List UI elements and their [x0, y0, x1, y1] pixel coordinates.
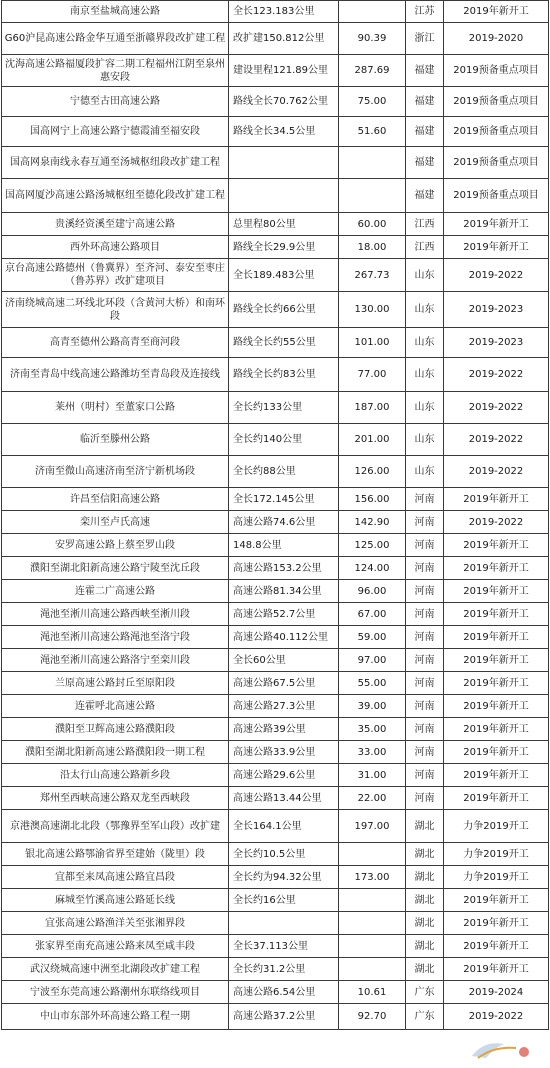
investment-cell: 126.00 — [339, 456, 406, 488]
table-row — [2, 741, 549, 764]
province-cell: 江苏 — [406, 1, 444, 23]
province-cell: 江西 — [406, 213, 444, 236]
scale-cell: 路线全长70.762公里 — [229, 87, 339, 117]
investment-cell: 35.00 — [339, 718, 406, 741]
schedule-cell: 2019预备重点项目 — [444, 147, 549, 179]
table-row — [2, 672, 549, 695]
project-name-cell: 安罗高速公路上蔡至罗山段 — [2, 534, 229, 557]
investment-cell: 173.00 — [339, 866, 406, 889]
scale-cell: 高速公路39公里 — [229, 718, 339, 741]
schedule-cell: 2019-2022 — [444, 259, 549, 292]
schedule-cell: 2019年新开工 — [444, 488, 549, 511]
province-cell: 福建 — [406, 55, 444, 87]
scale-cell: 路线全长约83公里 — [229, 358, 339, 392]
investment-cell: 130.00 — [339, 292, 406, 328]
highway-projects-table — [1, 0, 549, 1030]
province-cell: 福建 — [406, 179, 444, 213]
table-row — [2, 866, 549, 889]
table-row — [2, 580, 549, 603]
scale-cell: 路线全长约66公里 — [229, 292, 339, 328]
project-name-cell: 贵溪经资溪至建宁高速公路 — [2, 213, 229, 236]
scale-cell: 高速公路40.112公里 — [229, 626, 339, 649]
province-cell: 河南 — [406, 718, 444, 741]
schedule-cell: 2019预备重点项目 — [444, 87, 549, 117]
province-cell: 山东 — [406, 292, 444, 328]
project-name-cell: 濮阳至湖北阳新高速公路濮阳段一期工程 — [2, 741, 229, 764]
province-cell: 河南 — [406, 649, 444, 672]
schedule-cell: 2019-2022 — [444, 1004, 549, 1030]
project-name-cell: 张家界至南充高速公路来凤至咸丰段 — [2, 935, 229, 958]
table-row — [2, 259, 549, 292]
schedule-cell: 力争2019开工 — [444, 843, 549, 866]
schedule-cell: 2019-2022 — [444, 392, 549, 424]
table-row — [2, 626, 549, 649]
scale-cell: 全长约31.2公里 — [229, 958, 339, 981]
schedule-cell: 2019年新开工 — [444, 764, 549, 787]
investment-cell — [339, 889, 406, 912]
investment-cell: 77.00 — [339, 358, 406, 392]
table-row — [2, 843, 549, 866]
scale-cell: 改扩建150.812公里 — [229, 23, 339, 55]
province-cell: 河南 — [406, 511, 444, 534]
schedule-cell: 力争2019开工 — [444, 810, 549, 843]
scale-cell: 高速公路52.7公里 — [229, 603, 339, 626]
investment-cell: 22.00 — [339, 787, 406, 810]
project-name-cell: 莱州（明村）至董家口公路 — [2, 392, 229, 424]
table-row — [2, 603, 549, 626]
scale-cell: 全长约140公里 — [229, 424, 339, 456]
table-row — [2, 695, 549, 718]
province-cell: 湖北 — [406, 810, 444, 843]
project-name-cell: G60沪昆高速公路金华互通至浙赣界段改扩建工程 — [2, 23, 229, 55]
table-row — [2, 55, 549, 87]
scale-cell — [229, 912, 339, 935]
scale-cell: 高速公路81.34公里 — [229, 580, 339, 603]
investment-cell: 187.00 — [339, 392, 406, 424]
investment-cell: 10.61 — [339, 981, 406, 1004]
schedule-cell: 2019年新开工 — [444, 236, 549, 259]
scale-cell: 全长约为94.32公里 — [229, 866, 339, 889]
province-cell: 河南 — [406, 626, 444, 649]
project-name-cell: 宁波至东莞高速公路潮州东联络线项目 — [2, 981, 229, 1004]
province-cell: 河南 — [406, 741, 444, 764]
project-name-cell: 沿太行山高速公路新乡段 — [2, 764, 229, 787]
table-row — [2, 649, 549, 672]
scale-cell: 全长123.183公里 — [229, 1, 339, 23]
investment-cell: 97.00 — [339, 649, 406, 672]
project-name-cell: 渑池至淅川高速公路洛宁至栾川段 — [2, 649, 229, 672]
project-name-cell: 连霍呼北高速公路 — [2, 695, 229, 718]
scale-cell: 高速公路33.9公里 — [229, 741, 339, 764]
schedule-cell: 2019-2024 — [444, 981, 549, 1004]
table-row — [2, 557, 549, 580]
province-cell: 山东 — [406, 259, 444, 292]
investment-cell — [339, 912, 406, 935]
province-cell: 福建 — [406, 87, 444, 117]
schedule-cell: 2019年新开工 — [444, 213, 549, 236]
scale-cell: 高速公路153.2公里 — [229, 557, 339, 580]
project-name-cell: 郑州至西峡高速公路双龙至西峡段 — [2, 787, 229, 810]
project-name-cell: 连霍二广高速公路 — [2, 580, 229, 603]
investment-cell — [339, 958, 406, 981]
table-row — [2, 810, 549, 843]
investment-cell — [339, 1, 406, 23]
schedule-cell: 2019年新开工 — [444, 649, 549, 672]
investment-cell: 59.00 — [339, 626, 406, 649]
investment-cell — [339, 935, 406, 958]
table-row — [2, 1004, 549, 1030]
investment-cell: 125.00 — [339, 534, 406, 557]
schedule-cell: 2019-2022 — [444, 456, 549, 488]
table-row — [2, 424, 549, 456]
province-cell: 河南 — [406, 557, 444, 580]
scale-cell — [229, 179, 339, 213]
project-name-cell: 渑池至淅川高速公路西峡至淅川段 — [2, 603, 229, 626]
scale-cell: 高速公路29.6公里 — [229, 764, 339, 787]
province-cell: 山东 — [406, 328, 444, 358]
project-name-cell: 国高网厦沙高速公路汤城枢纽至德化段改扩建工程 — [2, 179, 229, 213]
schedule-cell: 2019-2020 — [444, 23, 549, 55]
schedule-cell: 2019年新开工 — [444, 603, 549, 626]
schedule-cell: 2019年新开工 — [444, 672, 549, 695]
schedule-cell: 2019年新开工 — [444, 958, 549, 981]
scale-cell: 路线全长约55公里 — [229, 328, 339, 358]
investment-cell: 287.69 — [339, 55, 406, 87]
table-row — [2, 958, 549, 981]
schedule-cell: 2019-2022 — [444, 358, 549, 392]
project-name-cell: 渑池至淅川高速公路渑池至洛宁段 — [2, 626, 229, 649]
scale-cell: 高速公路6.54公里 — [229, 981, 339, 1004]
scale-cell: 全长37.113公里 — [229, 935, 339, 958]
schedule-cell: 2019年新开工 — [444, 741, 549, 764]
schedule-cell: 2019年新开工 — [444, 889, 549, 912]
scale-cell: 高速公路27.3公里 — [229, 695, 339, 718]
investment-cell: 267.73 — [339, 259, 406, 292]
scale-cell: 全长189.483公里 — [229, 259, 339, 292]
investment-cell: 75.00 — [339, 87, 406, 117]
scale-cell: 高速公路74.6公里 — [229, 511, 339, 534]
schedule-cell: 2019年新开工 — [444, 534, 549, 557]
project-name-cell: 许昌至信阳高速公路 — [2, 488, 229, 511]
table-row — [2, 328, 549, 358]
investment-cell — [339, 147, 406, 179]
investment-cell: 60.00 — [339, 213, 406, 236]
table-row — [2, 912, 549, 935]
province-cell: 湖北 — [406, 866, 444, 889]
table-row — [2, 213, 549, 236]
project-name-cell: 栾川至卢氏高速 — [2, 511, 229, 534]
table-row — [2, 117, 549, 147]
scale-cell: 高速公路13.44公里 — [229, 787, 339, 810]
investment-cell: 33.00 — [339, 741, 406, 764]
project-name-cell: 济南绕城高速二环线北环段（含黄河大桥）和南环段 — [2, 292, 229, 328]
investment-cell: 39.00 — [339, 695, 406, 718]
investment-cell: 124.00 — [339, 557, 406, 580]
table-row — [2, 392, 549, 424]
scale-cell: 建设里程121.89公里 — [229, 55, 339, 87]
scale-cell: 高速公路37.2公里 — [229, 1004, 339, 1030]
province-cell: 湖北 — [406, 889, 444, 912]
schedule-cell: 2019年新开工 — [444, 718, 549, 741]
investment-cell: 51.60 — [339, 117, 406, 147]
investment-cell — [339, 843, 406, 866]
table-body — [2, 1, 549, 1030]
project-name-cell: 宜张高速公路渔洋关至张湘界段 — [2, 912, 229, 935]
province-cell: 湖北 — [406, 843, 444, 866]
schedule-cell: 2019-2022 — [444, 511, 549, 534]
scale-cell — [229, 147, 339, 179]
scale-cell: 全长约88公里 — [229, 456, 339, 488]
scale-cell: 148.8公里 — [229, 534, 339, 557]
project-name-cell: 高青至德州公路高青至商河段 — [2, 328, 229, 358]
project-name-cell: 国高网宁上高速公路宁德霞浦至福安段 — [2, 117, 229, 147]
project-name-cell: 宁德至古田高速公路 — [2, 87, 229, 117]
investment-cell: 156.00 — [339, 488, 406, 511]
scale-cell: 全长60公里 — [229, 649, 339, 672]
investment-cell: 55.00 — [339, 672, 406, 695]
table-row — [2, 787, 549, 810]
scale-cell: 全长约10.5公里 — [229, 843, 339, 866]
province-cell: 湖北 — [406, 935, 444, 958]
table-row — [2, 358, 549, 392]
schedule-cell: 力争2019开工 — [444, 866, 549, 889]
scale-cell: 高速公路67.5公里 — [229, 672, 339, 695]
investment-cell: 101.00 — [339, 328, 406, 358]
schedule-cell: 2019-2023 — [444, 292, 549, 328]
scale-cell: 全长164.1公里 — [229, 810, 339, 843]
project-name-cell: 京台高速公路德州（鲁冀界）至齐河、泰安至枣庄（鲁苏界）改扩建项目 — [2, 259, 229, 292]
province-cell: 湖北 — [406, 912, 444, 935]
project-name-cell: 京港澳高速湖北北段（鄂豫界至军山段）改扩建 — [2, 810, 229, 843]
table-row — [2, 488, 549, 511]
province-cell: 湖北 — [406, 958, 444, 981]
investment-cell: 90.39 — [339, 23, 406, 55]
province-cell: 山东 — [406, 424, 444, 456]
watermark-logo-icon — [464, 1034, 544, 1064]
project-name-cell: 武汉绕城高速中洲至北湖段改扩建工程 — [2, 958, 229, 981]
table-row — [2, 23, 549, 55]
scale-cell: 路线全长29.9公里 — [229, 236, 339, 259]
province-cell: 浙江 — [406, 23, 444, 55]
province-cell: 山东 — [406, 392, 444, 424]
schedule-cell: 2019-2023 — [444, 328, 549, 358]
investment-cell: 201.00 — [339, 424, 406, 456]
table-row — [2, 981, 549, 1004]
scale-cell: 全长172.145公里 — [229, 488, 339, 511]
investment-cell: 197.00 — [339, 810, 406, 843]
scale-cell: 路线全长34.5公里 — [229, 117, 339, 147]
schedule-cell: 2019年新开工 — [444, 935, 549, 958]
table-row — [2, 87, 549, 117]
province-cell: 山东 — [406, 456, 444, 488]
investment-cell: 18.00 — [339, 236, 406, 259]
province-cell: 广东 — [406, 1004, 444, 1030]
project-name-cell: 济南至青岛中线高速公路潍坊至青岛段及连接线 — [2, 358, 229, 392]
schedule-cell: 2019预备重点项目 — [444, 179, 549, 213]
project-name-cell: 兰原高速公路封丘至原阳段 — [2, 672, 229, 695]
schedule-cell: 2019年新开工 — [444, 787, 549, 810]
province-cell: 河南 — [406, 603, 444, 626]
table-row — [2, 511, 549, 534]
table-row — [2, 935, 549, 958]
schedule-cell: 2019预备重点项目 — [444, 117, 549, 147]
investment-cell: 96.00 — [339, 580, 406, 603]
table-row — [2, 292, 549, 328]
project-name-cell: 西外环高速公路项目 — [2, 236, 229, 259]
table-row — [2, 534, 549, 557]
table-row — [2, 764, 549, 787]
table-row — [2, 718, 549, 741]
schedule-cell: 2019-2022 — [444, 424, 549, 456]
schedule-cell: 2019年新开工 — [444, 580, 549, 603]
table-row — [2, 147, 549, 179]
schedule-cell: 2019年新开工 — [444, 1, 549, 23]
province-cell: 河南 — [406, 695, 444, 718]
project-name-cell: 临沂至滕州公路 — [2, 424, 229, 456]
province-cell: 河南 — [406, 488, 444, 511]
table-row — [2, 236, 549, 259]
project-name-cell: 濮阳至湖北阳新高速公路宁陵至沈丘段 — [2, 557, 229, 580]
province-cell: 河南 — [406, 672, 444, 695]
investment-cell: 67.00 — [339, 603, 406, 626]
investment-cell: 92.70 — [339, 1004, 406, 1030]
investment-cell — [339, 179, 406, 213]
investment-cell: 31.00 — [339, 764, 406, 787]
province-cell: 福建 — [406, 147, 444, 179]
table-row — [2, 179, 549, 213]
table-row — [2, 889, 549, 912]
province-cell: 山东 — [406, 358, 444, 392]
schedule-cell: 2019年新开工 — [444, 912, 549, 935]
schedule-cell: 2019年新开工 — [444, 695, 549, 718]
project-name-cell: 麻城至竹溪高速公路延长线 — [2, 889, 229, 912]
table-row — [2, 456, 549, 488]
province-cell: 江西 — [406, 236, 444, 259]
investment-cell: 142.90 — [339, 511, 406, 534]
schedule-cell: 2019预备重点项目 — [444, 55, 549, 87]
schedule-cell: 2019年新开工 — [444, 626, 549, 649]
scale-cell: 总里程80公里 — [229, 213, 339, 236]
province-cell: 河南 — [406, 764, 444, 787]
project-name-cell: 国高网泉南线永春互通至汤城枢纽段改扩建工程 — [2, 147, 229, 179]
project-name-cell: 中山市东部外环高速公路工程一期 — [2, 1004, 229, 1030]
scale-cell: 全长约16公里 — [229, 889, 339, 912]
scale-cell: 全长约133公里 — [229, 392, 339, 424]
schedule-cell: 2019年新开工 — [444, 557, 549, 580]
province-cell: 广东 — [406, 981, 444, 1004]
project-name-cell: 济南至微山高速济南至济宁新机场段 — [2, 456, 229, 488]
project-name-cell: 沈海高速公路福厦段扩容二期工程福州江阴至泉州惠安段 — [2, 55, 229, 87]
province-cell: 河南 — [406, 534, 444, 557]
province-cell: 河南 — [406, 580, 444, 603]
province-cell: 河南 — [406, 787, 444, 810]
table-row — [2, 1, 549, 23]
project-name-cell: 宜都至来凤高速公路宜昌段 — [2, 866, 229, 889]
project-name-cell: 银北高速公路鄂渝省界至建始（陇里）段 — [2, 843, 229, 866]
project-name-cell: 南京至盐城高速公路 — [2, 1, 229, 23]
province-cell: 福建 — [406, 117, 444, 147]
project-name-cell: 濮阳至卫辉高速公路濮阳段 — [2, 718, 229, 741]
